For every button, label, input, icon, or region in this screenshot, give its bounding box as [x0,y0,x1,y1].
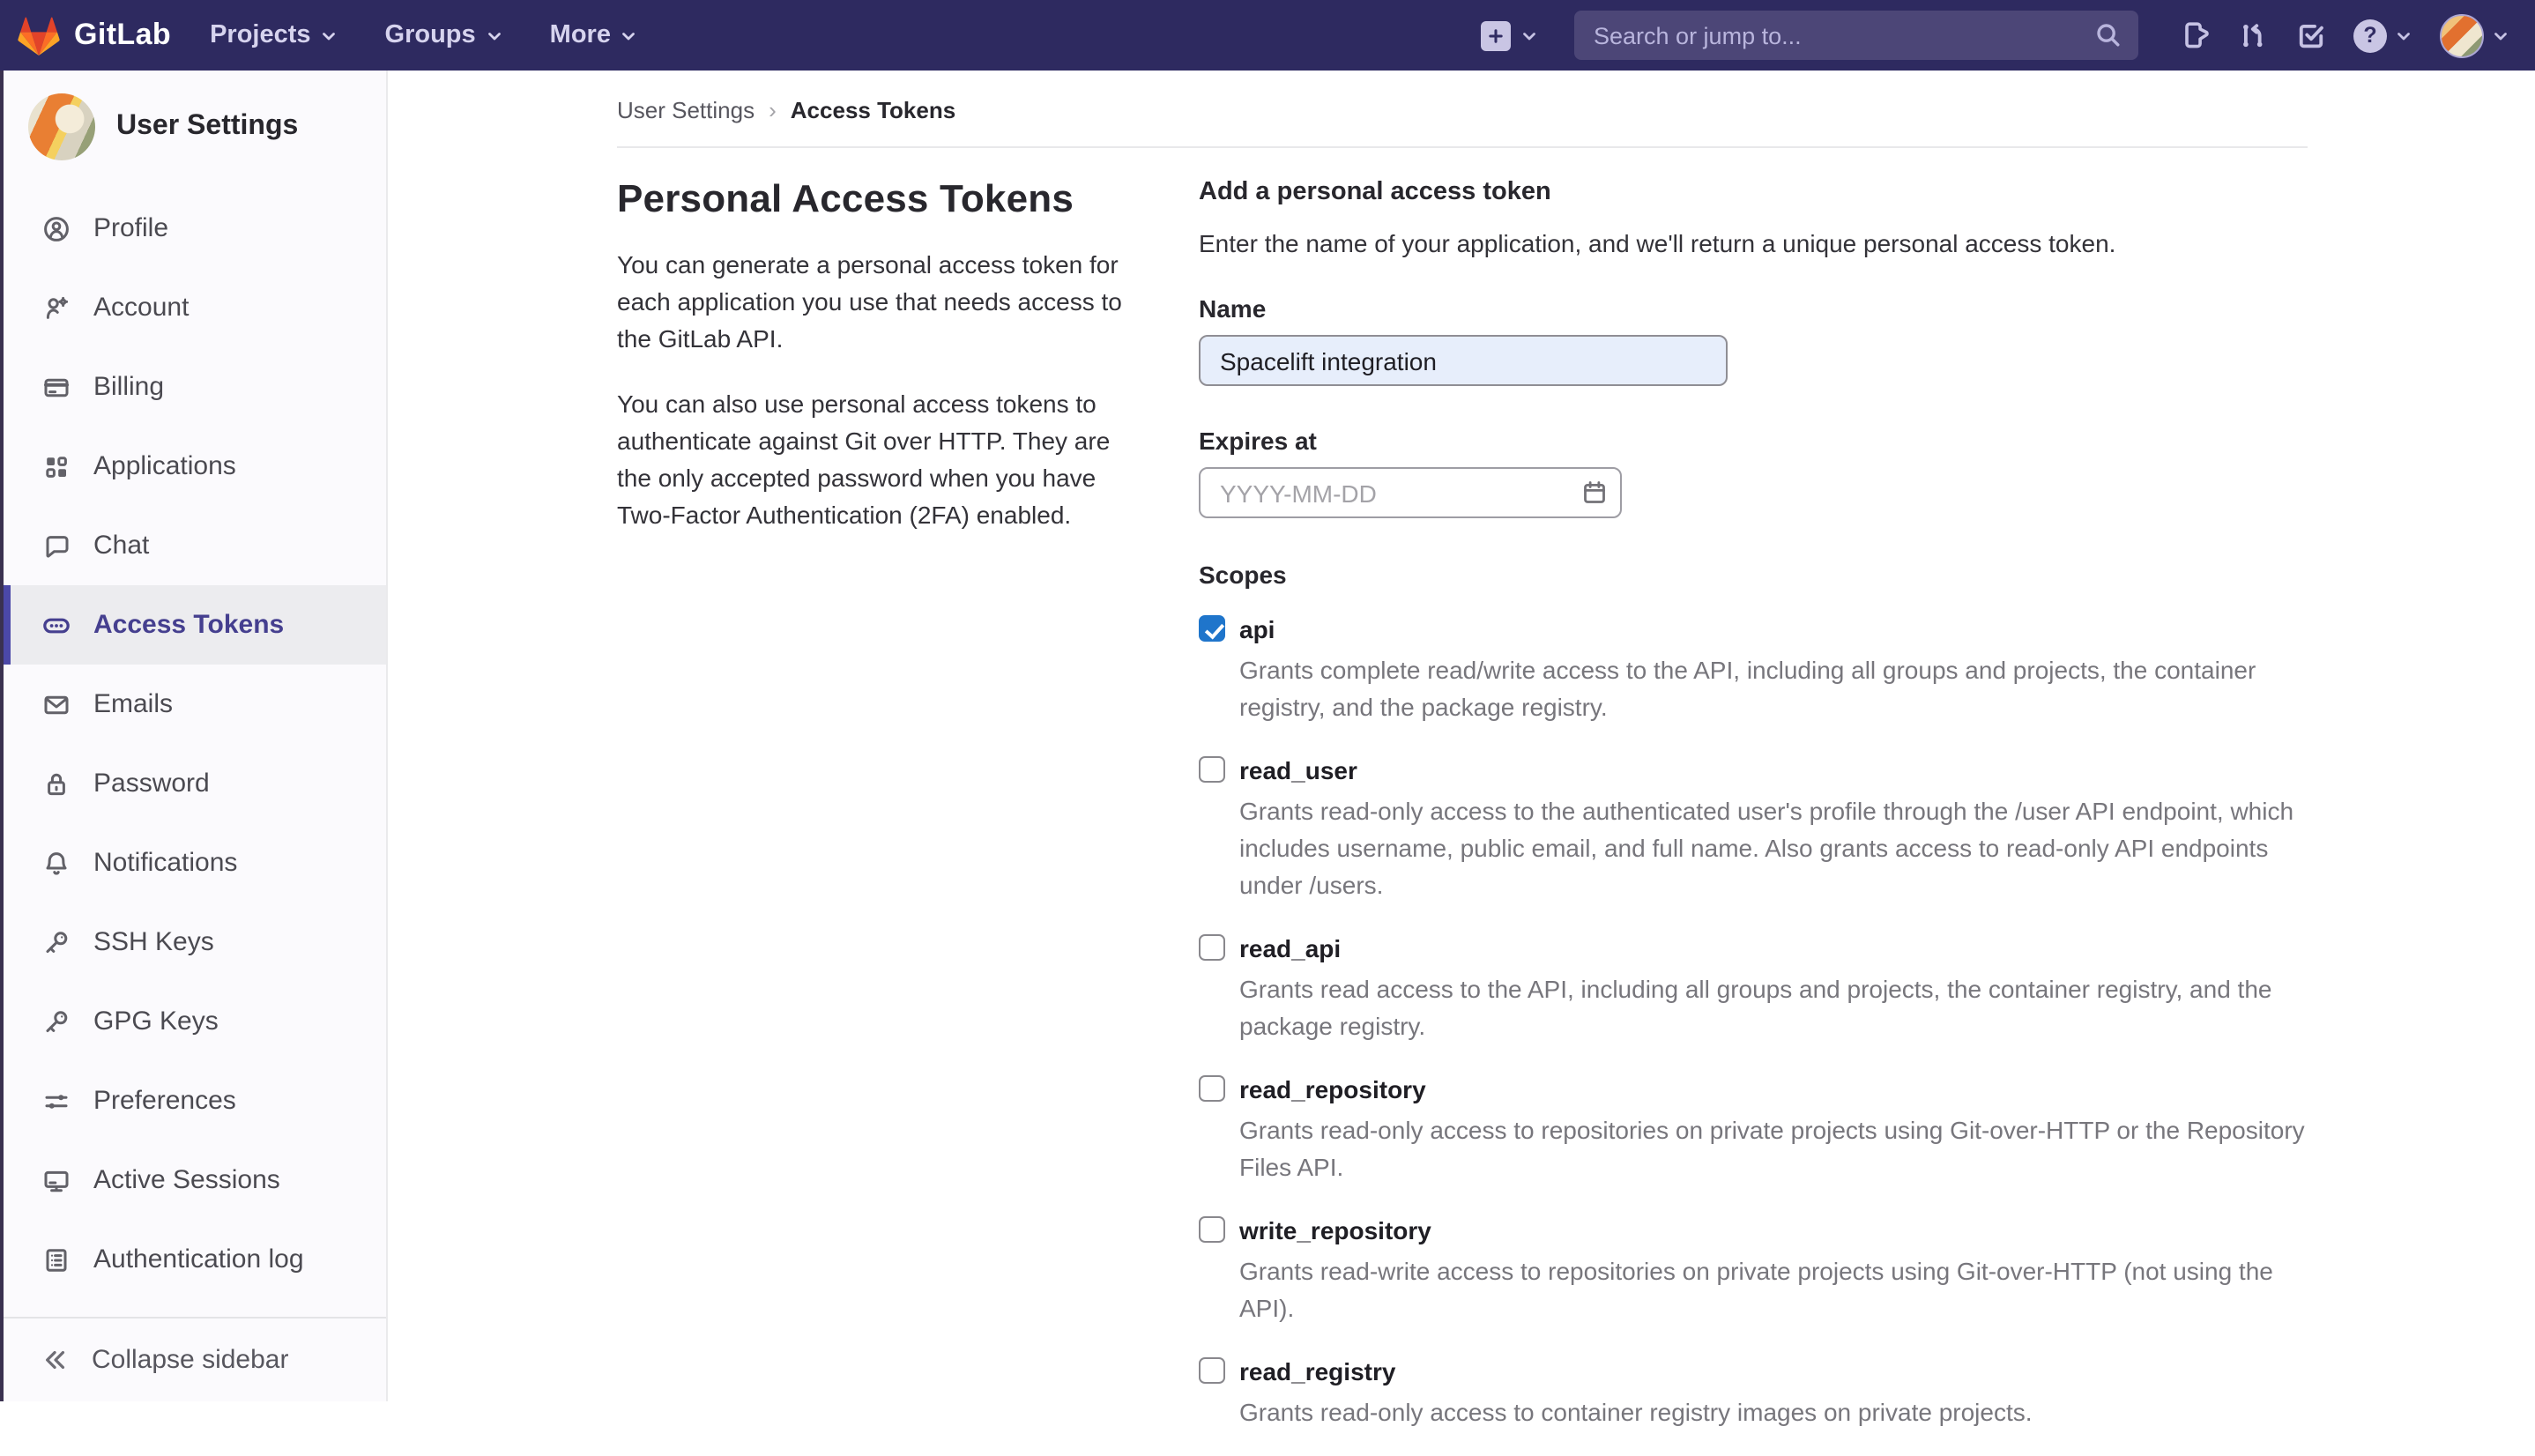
scope-name[interactable]: read_repository [1239,1074,1426,1103]
new-menu-button[interactable] [1481,20,1539,50]
collapse-sidebar-button[interactable]: Collapse sidebar [4,1317,386,1401]
page-intro-column [617,176,1146,1456]
merge-request-icon[interactable] [2237,19,2269,51]
sidebar-item-notifications[interactable]: Notifications [4,823,386,903]
settings-sidebar [0,71,388,1401]
sidebar-item-ssh-keys[interactable]: SSH Keys [4,903,386,982]
monitor-icon [42,1166,71,1194]
scope-description: Grants read-write access to repositories on private projects using Git-over-HTTP (not using the API). [1239,1257,2273,1322]
sidebar-item-billing[interactable]: Billing [4,347,386,427]
scope-checkbox-read-repository[interactable] [1199,1075,1225,1102]
sidebar-item-active-sessions[interactable]: Active Sessions [4,1140,386,1220]
collapse-chevrons-icon [42,1347,69,1373]
lock-icon [42,769,71,798]
user-gear-icon [42,293,71,322]
sidebar-item-preferences[interactable]: Preferences [4,1061,386,1140]
envelope-icon [42,690,71,718]
key-icon [42,928,71,956]
gitlab-tanuki-icon [18,15,60,56]
scope-row-api [1199,610,2308,726]
form-section-title: Add a personal access token [1199,178,1551,206]
scope-description: Grants complete read/write access to the API, including all groups and projects, the container registry, and the package registry. [1239,656,2256,721]
sidebar-item-authentication-log[interactable]: Authentication log [4,1220,386,1299]
calendar-icon[interactable] [1581,479,1608,515]
gitlab-logo[interactable] [18,15,171,56]
chevron-down-icon [485,26,504,45]
scope-description: Grants read-only access to container registry images on private projects. [1239,1398,2033,1426]
scope-name[interactable]: read_api [1239,933,1342,962]
breadcrumb-user-settings[interactable]: User Settings [617,97,755,123]
credit-card-icon [42,373,71,401]
expires-at-input[interactable] [1199,467,1622,518]
intro-paragraph: You can generate a personal access token for each application you use that needs access to the GitLab API. [617,250,1122,353]
chevron-down-icon [320,26,339,45]
avatar [2440,13,2484,57]
chevron-down-icon [1520,26,1539,45]
help-icon: ? [2353,19,2387,52]
scope-row-read-repository [1199,1070,2308,1186]
form-section-subtitle: Enter the name of your application, and we'll return a unique personal access token. [1199,229,2116,257]
sidebar-nav [4,189,386,1299]
sidebar-item-chat[interactable]: Chat [4,506,386,585]
navbar-right-cluster [1481,11,2510,60]
scope-checkbox-api[interactable] [1199,615,1225,642]
scope-checkbox-read-user[interactable] [1199,756,1225,783]
key-icon [42,1007,71,1036]
user-menu[interactable] [2440,13,2510,57]
scope-row-read-user [1199,751,2308,904]
scope-checkbox-write-repository[interactable] [1199,1216,1225,1243]
token-pill-icon [42,611,71,639]
menu-groups[interactable]: Groups [385,21,504,49]
scope-description: Grants read-only access to repositories on private projects using Git-over-HTTP or the Repository Files API. [1239,1116,2305,1181]
scope-row-read-registry [1199,1352,2308,1431]
top-navbar [0,0,2535,71]
plus-icon [1481,20,1511,50]
menu-more[interactable]: More [550,21,639,49]
sidebar-item-password[interactable]: Password [4,744,386,823]
sidebar-item-emails[interactable]: Emails [4,665,386,744]
scope-description: Grants read-only access to the authenticated user's profile through the /user API endpoint, which includes username, public email, and full name. Also grants access to read-only API endpoints under /users. [1239,797,2294,899]
scope-checkbox-read-registry[interactable] [1199,1357,1225,1384]
scope-name[interactable]: api [1239,614,1275,643]
expires-at-label: Expires at [1199,427,1317,455]
sliders-icon [42,1087,71,1115]
page-title: Personal Access Tokens [617,176,1074,220]
log-icon [42,1245,71,1274]
breadcrumb-access-tokens: Access Tokens [790,97,956,123]
scope-description: Grants read access to the API, including all groups and projects, the container registry, and the package registry. [1239,975,2272,1040]
menu-projects[interactable]: Projects [210,21,338,49]
main-content [390,71,2535,1426]
search-icon[interactable] [2094,21,2122,58]
sidebar-item-account[interactable]: Account [4,268,386,347]
token-form [1199,176,2308,1456]
help-menu[interactable] [2353,19,2413,52]
scopes-label: Scopes [1199,561,1287,589]
name-label: Name [1199,294,1267,323]
scope-name[interactable]: write_repository [1239,1215,1431,1244]
user-profile-icon [42,214,71,242]
apps-grid-icon [42,452,71,480]
scope-row-write-repository [1199,1211,2308,1327]
scope-row-read-api [1199,929,2308,1045]
breadcrumb [617,71,2308,146]
intro-paragraph: You can also use personal access tokens to authenticate against Git over HTTP. They are the only accepted password when you have Two-Factor Authentication (2FA) enabled. [617,390,1111,529]
search-input[interactable] [1574,11,2138,60]
main-menu [210,21,639,49]
breadcrumb-separator: › [769,97,777,123]
sidebar-header [4,71,386,178]
avatar [28,93,95,160]
todo-icon[interactable] [2295,19,2327,51]
bell-icon [42,849,71,877]
sidebar-item-access-tokens[interactable]: Access Tokens [4,585,386,665]
issues-icon[interactable] [2179,19,2211,51]
sidebar-item-applications[interactable]: Applications [4,427,386,506]
sidebar-item-gpg-keys[interactable]: GPG Keys [4,982,386,1061]
sidebar-item-profile[interactable]: Profile [4,189,386,268]
chat-bubble-icon [42,531,71,560]
chevron-down-icon [620,26,639,45]
global-search [1574,11,2138,60]
token-name-input[interactable] [1199,335,1728,386]
scope-name[interactable]: read_user [1239,755,1357,784]
scope-name[interactable]: read_registry [1239,1356,1396,1385]
brand-wordmark: GitLab [74,18,172,51]
chevron-down-icon [2394,26,2413,45]
scope-checkbox-read-api[interactable] [1199,934,1225,961]
chevron-down-icon [2491,26,2510,45]
sidebar-title: User Settings [116,111,299,141]
